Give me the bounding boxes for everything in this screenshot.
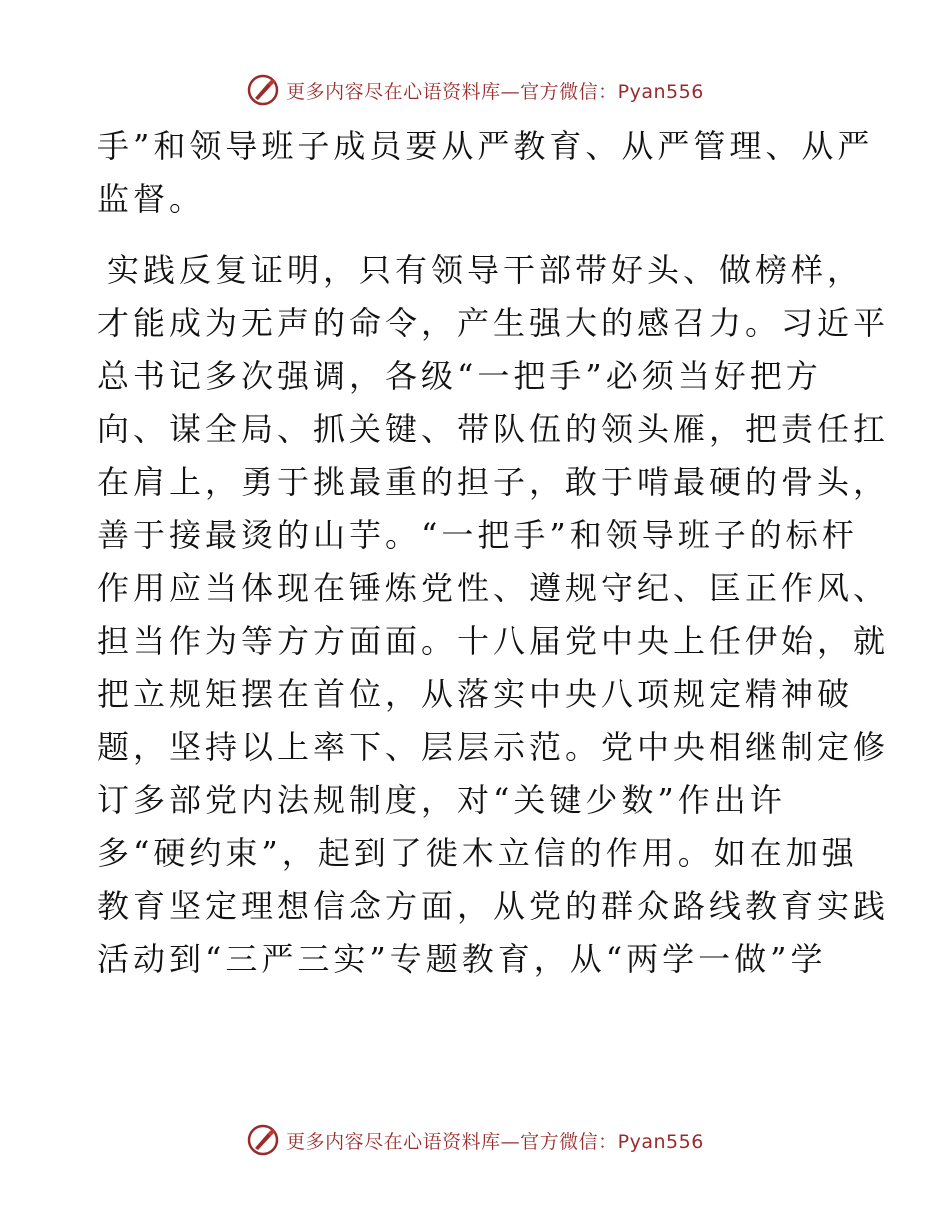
text-line: 实践反复证明，只有领导干部带好头、做榜样， [107,251,864,289]
text-line: 手”和领导班子成员要从严教育、从严管理、从严 [97,127,874,165]
document-body [97,120,890,986]
text-line: 多“硬约束”，起到了徙木立信的作用。如在加强 [97,834,858,872]
text-line: 题，坚持以上率下、层层示范。党中央相继制定修 [97,728,890,766]
header-watermark [0,70,950,110]
paragraph [97,120,874,226]
paragraph [97,244,890,986]
text-line: 监督。 [97,180,206,218]
text-line: 总书记多次强调，各级“一把手”必须当好把方 [97,357,822,395]
text-line: 订多部党内法规制度，对“关键少数”作出许 [97,781,786,819]
text-line: 善于接最烫的山芋。“一把手”和领导班子的标杆 [97,516,858,554]
text-line: 担当作为等方方面面。十八届党中央上任伊始，就 [97,622,890,660]
text-line: 向、谋全局、抓关键、带队伍的领头雁，把责任扛 [97,410,890,448]
text-line: 把立规矩摆在首位，从落实中央八项规定精神破 [97,675,854,713]
footer-watermark [0,1120,950,1160]
text-line: 教育坚定理想信念方面，从党的群众路线教育实践 [97,887,890,925]
text-line: 在肩上，勇于挑最重的担子，敢于啃最硬的骨头， [97,463,890,501]
pen-logo-icon [246,73,280,107]
watermark-text: 更多内容尽在心语资料库—官方微信：Pyan556 [286,80,704,103]
watermark-text: 更多内容尽在心语资料库—官方微信：Pyan556 [286,1130,704,1153]
text-line: 活动到“三严三实”专题教育，从“两学一做”学 [97,940,827,978]
text-line: 才能成为无声的命令，产生强大的感召力。习近平 [97,304,890,342]
pen-logo-icon [246,1123,280,1157]
text-line: 作用应当体现在锤炼党性、遵规守纪、匡正作风、 [97,569,890,607]
